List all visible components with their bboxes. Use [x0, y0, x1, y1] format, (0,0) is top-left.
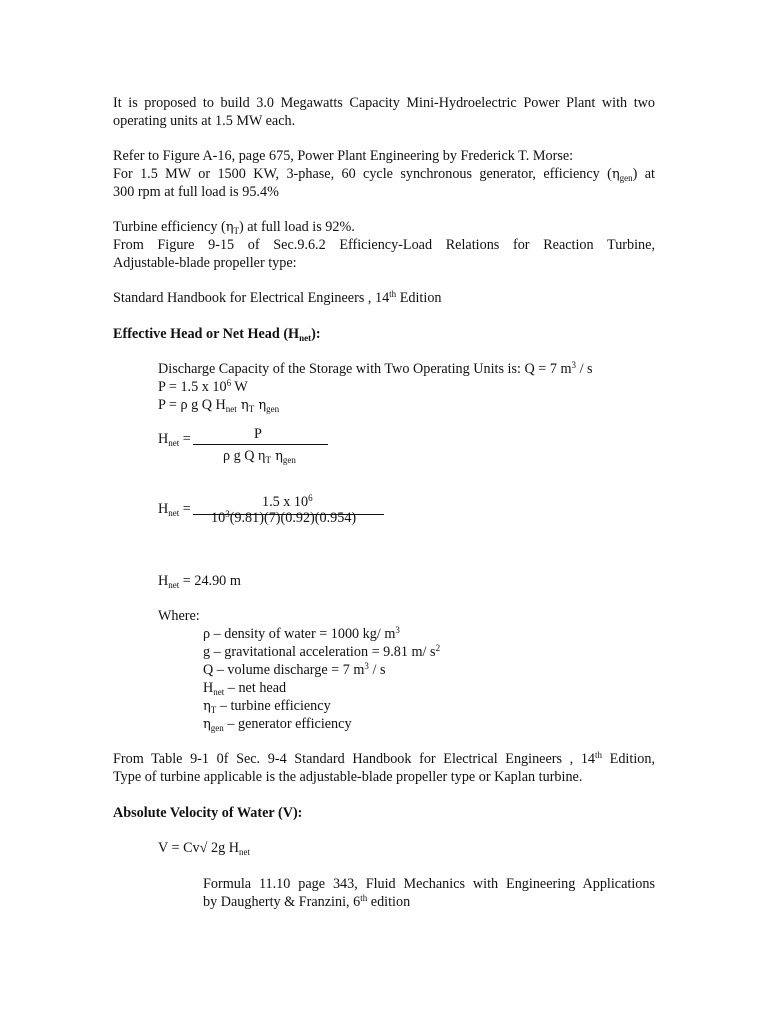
- where-item-discharge: Q – volume discharge = 7 $m^3$ / s: [203, 661, 386, 678]
- formula-reference-line-2: by Daugherty & Franzini, 6th edition: [203, 893, 411, 910]
- power-equation-2: P = ρ g Q $H_{net}$ $\eta_T$ $\eta_{gen}$: [158, 397, 280, 414]
- where-item-turbine-eff: $\eta_T$ – turbine efficiency: [203, 698, 331, 715]
- intro-line-1: It is proposed to build 3.0 Megawatts Capacity Mini-Hydroelectric Power Plant with two: [113, 95, 655, 111]
- handbook-reference: Standard Handbook for Electrical Engineers , 14th Edition: [113, 289, 442, 306]
- discharge-capacity: Discharge Capacity of the Storage with Two Operating Units is: Q = 7 $m^3$ / s: [158, 360, 593, 377]
- turbine-line-2: From Figure 9-15 of Sec.9.6.2 Efficiency-Load Relations for Reaction Turbine,: [113, 237, 655, 253]
- frac1-denominator: ρ g Q $\eta_T$ $\eta_{gen}$: [223, 448, 296, 465]
- frac1-numerator: P: [254, 426, 262, 442]
- formula-reference-line-1: Formula 11.10 page 343, Fluid Mechanics with Engineering Applications: [203, 876, 655, 892]
- section-heading-net-head: Effective Head or Net Head $(H_{net})$:: [113, 326, 321, 343]
- table-reference-line-1: From Table 9-1 0f Sec. 9-4 Standard Handbook for Electrical Engineers , 14th Edition,: [113, 750, 655, 767]
- section-heading-velocity: Absolute Velocity of Water (V):: [113, 805, 303, 821]
- frac2-lhs: $H_{net}$ =: [158, 501, 191, 518]
- frac2-numerator: 1.5 x $10^6$: [262, 493, 313, 510]
- where-item-generator-eff: $\eta_{gen}$ – generator efficiency: [203, 716, 352, 733]
- frac1-bar: [193, 444, 328, 445]
- velocity-equation: V = Cv√ 2g $H_{net}$: [158, 840, 250, 857]
- where-item-density: ρ – density of water = 1000 kg/ $m^3$: [203, 625, 400, 642]
- frac2-denominator: $10^3(9.81)(7)(0.92)(0.954)$: [211, 509, 357, 526]
- table-reference-line-2: Type of turbine applicable is the adjustable-blade propeller type or Kaplan turbine.: [113, 769, 583, 785]
- refer-line-1: Refer to Figure A-16, page 675, Power Plant Engineering by Frederick T. Morse:: [113, 148, 574, 164]
- refer-line-2: For 1.5 MW or 1500 KW, 3-phase, 60 cycle synchronous generator, efficiency $(\eta_{gen})$ at: [113, 166, 655, 183]
- where-label: Where:: [158, 608, 200, 624]
- refer-line-3: 300 rpm at full load is 95.4%: [113, 184, 279, 200]
- frac1-lhs: $H_{net}$ =: [158, 431, 191, 448]
- intro-line-2: operating units at 1.5 MW each.: [113, 113, 296, 129]
- where-item-gravity: g – gravitational acceleration = 9.81 m/ $s^2$: [203, 643, 441, 660]
- turbine-line-1: Turbine efficiency $(\eta_T)$ at full load is 92%.: [113, 219, 355, 236]
- net-head-result: $H_{net} = 24.90$ m: [158, 573, 241, 590]
- power-equation-1: P = 1.5 x $10^6$ W: [158, 378, 248, 395]
- where-item-net-head: $H_{net}$ – net head: [203, 680, 287, 697]
- turbine-line-3: Adjustable-blade propeller type:: [113, 255, 297, 271]
